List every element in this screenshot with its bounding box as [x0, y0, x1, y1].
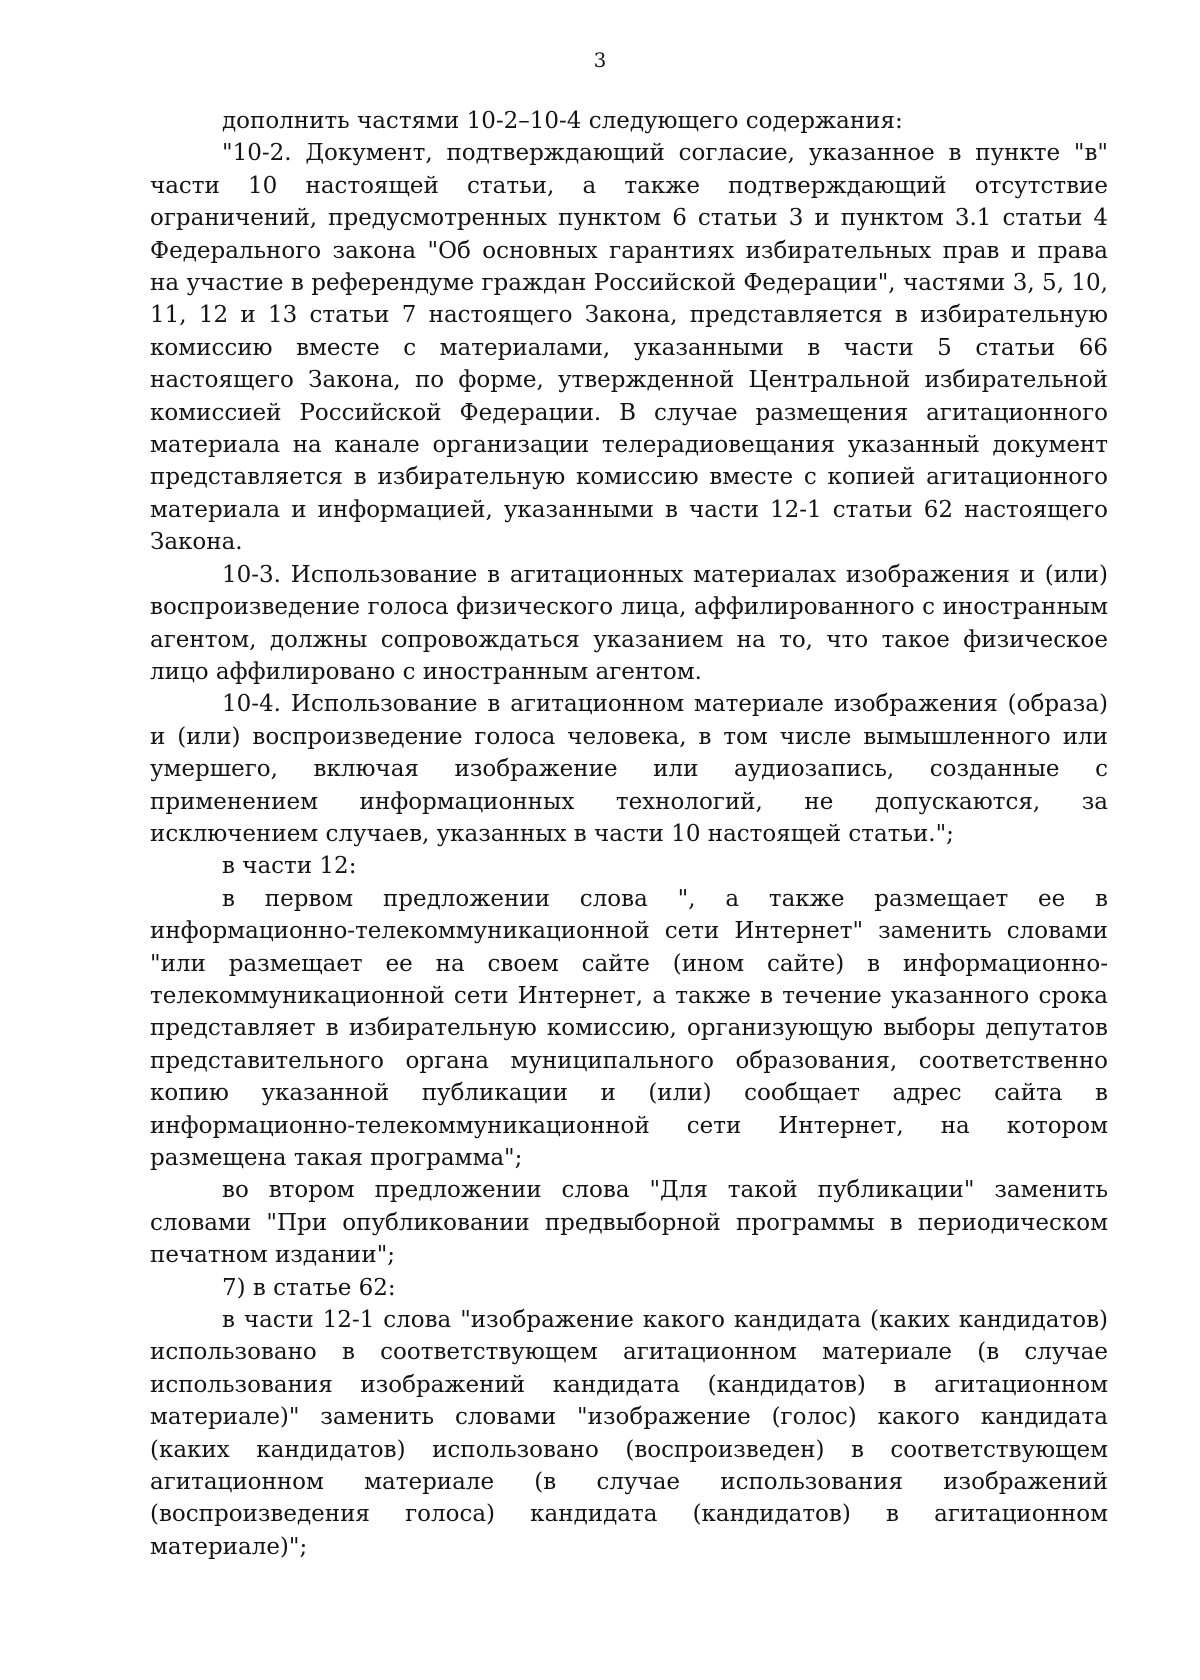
- page-number: 3: [593, 48, 607, 72]
- paragraph-article-62-heading: 7) в статье 62:: [222, 1274, 396, 1301]
- paragraph-intro: дополнить частями 10-2–10-4 следующего содержания:: [222, 108, 903, 134]
- paragraph-part-10-3: 10-3. Использование в агитационных материалах изображения и (или) воспроизведение голоса физического лица, аффилированного с иностранным агентом, должны сопровождаться указанием на то, что такое физическое лицо аффилировано с иностранным агентом.: [150, 561, 1108, 685]
- paragraph-second-sentence-amendment: во втором предложении слова "Для такой публикации" заменить словами "При опубликовании предвыборной программы в периодическом печатном издании";: [150, 1177, 1108, 1269]
- paragraph-part-10-2: "10-2. Документ, подтверждающий согласие, указанное в пункте "в" части 10 настоящей статьи, а также подтверждающий отсутствие ограничений, предусмотренных пунктом 6 статьи 3 и пунктом 3.1 статьи 4 Федерального закона "Об основных гарантиях избирательных прав и права на участие в референдуме граждан Российской Федерации", частями 3, 5, 10, 11, 12 и 13 статьи 7 настоящего Закона, представляется в избирательную комиссию вместе с материалами, указанными в части 5 статьи 66 настоящего Закона, по форме, утвержденной Центральной избирательной комиссией Российской Федерации. В случае размещения агитационного материала на канале организации телерадиовещания указанный документ представляется в избирательную комиссию вместе с копией агитационного материала и информацией, указанными в части 12-1 статьи 62 настоящего Закона.: [150, 140, 1108, 556]
- paragraph-part-12-heading: в части 12:: [222, 853, 357, 880]
- paragraph-part-12-1-amendment: в части 12-1 слова "изображение какого кандидата (каких кандидатов) использовано в соответствующем агитационном материале (в случае использования изображений кандидата (кандидатов) в агитационном материале)" заменить словами "изображение (голос) какого кандидата (каких кандидатов) использовано (воспроизведен) в соответствующем агитационном материале (в случае использования изображений (воспроизведения голоса) кандидата (кандидатов) в агитационном материале)";: [150, 1307, 1108, 1560]
- document-body: [150, 105, 1108, 1563]
- paragraph-first-sentence-amendment: в первом предложении слова ", а также размещает ее в информационно-телекоммуникационной сети Интернет" заменить словами "или размещает ее на своем сайте (ином сайте) в информационно-телекоммуникационной сети Интернет, а также в течение указанного срока представляет в избирательную комиссию, организующую выборы депутатов представительного органа муниципального образования, соответственно копию указанной публикации и (или) сообщает адрес сайта в информационно-телекоммуникационной сети Интернет, на котором размещена такая программа";: [150, 885, 1108, 1171]
- paragraph-part-10-4: 10-4. Использование в агитационном материале изображения (образа) и (или) воспроизведение голоса человека, в том числе вымышленного или умершего, включая изображение или аудиозапись, созданные с применением информационных технологий, не допускаются, за исключением случаев, указанных в части 10 настоящей статьи.";: [150, 691, 1108, 847]
